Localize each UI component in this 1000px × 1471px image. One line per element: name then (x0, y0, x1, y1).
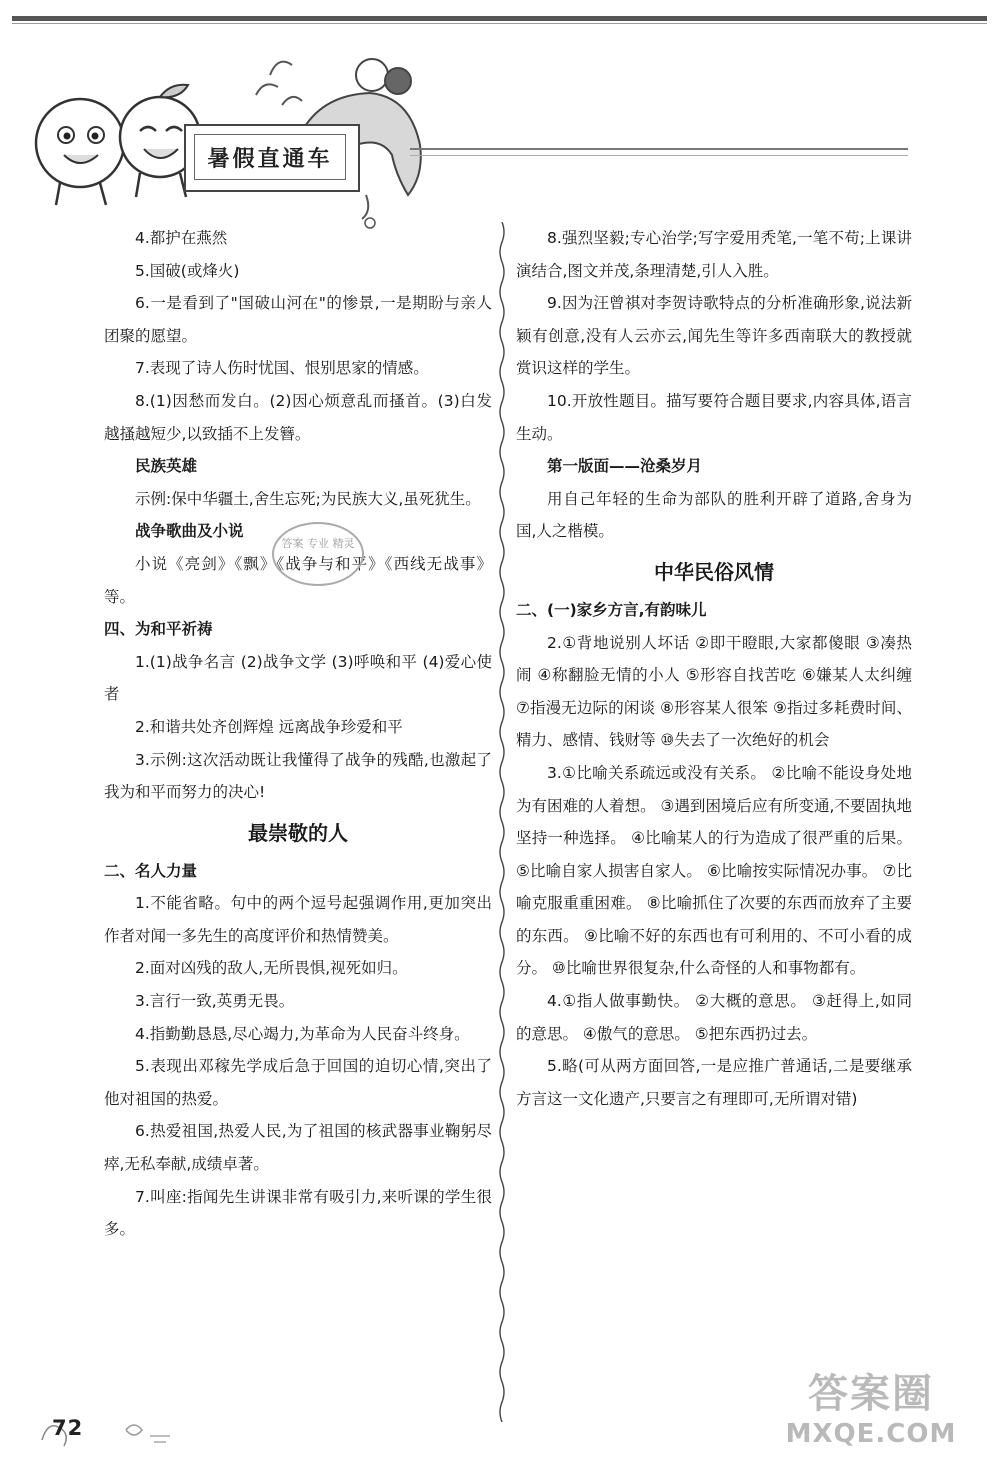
subheading: 战争歌曲及小说 (135, 522, 244, 541)
header-rule (410, 148, 908, 150)
subheading: 二、(一)家乡方言,有韵味儿 (516, 600, 707, 619)
answer-item: 5.略(可从两方面回答,一是应推广普通话,二是要继承方言这一文化遗产,只要言之有理即可,无所谓对错) (516, 1057, 912, 1108)
answer-item: 5.国破(或烽火) (135, 261, 240, 280)
header-rule-thin (410, 155, 908, 156)
answer-item: 6.热爱祖国,热爱人民,为了祖国的核武器事业鞠躬尽瘁,无私奉献,成绩卓著。 (104, 1122, 492, 1174)
answer-item: 示例:保中华疆土,舍生忘死;为民族大义,虽死犹生。 (135, 489, 481, 508)
answer-item: 5.表现出邓稼先学成后急于回国的迫切心情,突出了他对祖国的热爱。 (104, 1057, 492, 1108)
page-number: 72 (52, 1416, 84, 1440)
answer-item: 小说《亮剑》《飘》《战争与和平》《西线无战事》等。 (104, 554, 492, 606)
answer-item: 用自己年轻的生命为部队的胜利开辟了道路,舍身为国,人之楷模。 (516, 489, 912, 541)
answer-item: 6.一是看到了"国破山河在"的惨景,一是期盼与亲人团聚的愿望。 (104, 294, 492, 345)
answer-item: 1.不能省略。句中的两个逗号起强调作用,更加突出作者对闻一多先生的高度评价和热情赞美。 (104, 894, 492, 945)
answer-item: 4.都护在燕然 (135, 229, 228, 247)
answer-item: 7.叫座:指闻先生讲课非常有吸引力,来听课的学生很多。 (104, 1187, 492, 1239)
answer-item: 4.①指人做事勤快。 ②大概的意思。 ③赶得上,如同的意思。 ④傲气的意思。 ⑤把东西扔过去。 (516, 992, 912, 1043)
answer-item: 2.面对凶残的敌人,无所畏惧,视死如归。 (135, 959, 408, 978)
top-border (12, 16, 987, 21)
answer-item: 10.开放性题目。描写要符合题目要求,内容具体,语言生动。 (516, 391, 912, 443)
fruit-character-left-icon (36, 99, 124, 205)
answer-item: 3.示例:这次活动既让我懂得了战争的残酷,也激起了我为和平而努力的决心! (104, 750, 492, 802)
watermark-brand: 答案圈 (808, 1371, 934, 1417)
watermark (756, 1369, 986, 1459)
left-column (104, 222, 492, 1246)
answer-item: 4.指勤勤恳恳,尽心竭力,为革命为人民奋斗终身。 (135, 1024, 470, 1043)
seal-stamp: 答案 专业 精灵 (272, 522, 364, 586)
subheading: 四、为和平祈祷 (104, 620, 213, 639)
section-title: 最崇敬的人 (248, 820, 348, 845)
subheading: 第一版面——沧桑岁月 (547, 457, 703, 476)
answer-item: 1.(1)战争名言 (2)战争文学 (3)呼唤和平 (4)爱心使者 (104, 652, 492, 704)
top-border-thin (12, 23, 987, 24)
subheading: 民族英雄 (135, 457, 198, 476)
subheading: 二、名人力量 (104, 861, 198, 880)
answer-item: 3.言行一致,英勇无畏。 (135, 992, 295, 1011)
answer-item: 8.强烈坚毅;专心治学;写字爱用秃笔,一笔不苟;上课讲演结合,图文并茂,条理清楚,引人入胜。 (516, 229, 912, 280)
column-divider (497, 222, 507, 1422)
section-title: 中华民俗风情 (654, 559, 774, 584)
watermark-domain: MXQE.COM (785, 1419, 957, 1449)
answer-item: 9.因为汪曾祺对李贺诗歌特点的分析准确形象,说法新颖有创意,没有人云亦云,闻先生等许多西南联大的教授就赏识这样的学生。 (516, 294, 912, 378)
right-column (516, 222, 912, 1115)
header-title: 暑假直通车 (194, 134, 346, 180)
answer-item: 7.表现了诗人伤时忧国、恨别思家的情感。 (135, 359, 429, 378)
answer-item: 3.①比喻关系疏远或没有关系。 ②比喻不能设身处地为有困难的人着想。 ③遇到困境后应有所变通,不要固执地坚持一种选择。 ④比喻某人的行为造成了很严重的后果。 ⑤比喻自家人损害自家人。 ⑥比喻按实际情况办事。 ⑦比喻克服重重困难。 ⑧比喻抓住了次要的东西而放弃了主要的东西。 ⑨比喻不好的东西也有可利用的、不可小看的成分。 ⑩比喻世界很复杂,什么奇怪的人和事物都有。 (516, 763, 912, 978)
answer-item: 8.(1)因愁而发白。(2)因心烦意乱而搔首。(3)白发越搔越短少,以致插不上发簪。 (104, 391, 492, 443)
answer-item: 2.和谐共处齐创辉煌 远离战争珍爱和平 (135, 717, 403, 736)
answer-item: 2.①背地说别人坏话 ②即干瞪眼,大家都傻眼 ③凑热闹 ④称翻脸无情的小人 ⑤形容自找苦吃 ⑥嫌某人太纠缠 ⑦指漫无边际的闲谈 ⑧形容某人很笨 ⑨指过多耗费时间、精力、感情、钱财等 ⑩失去了一次绝好的机会 (516, 633, 912, 750)
